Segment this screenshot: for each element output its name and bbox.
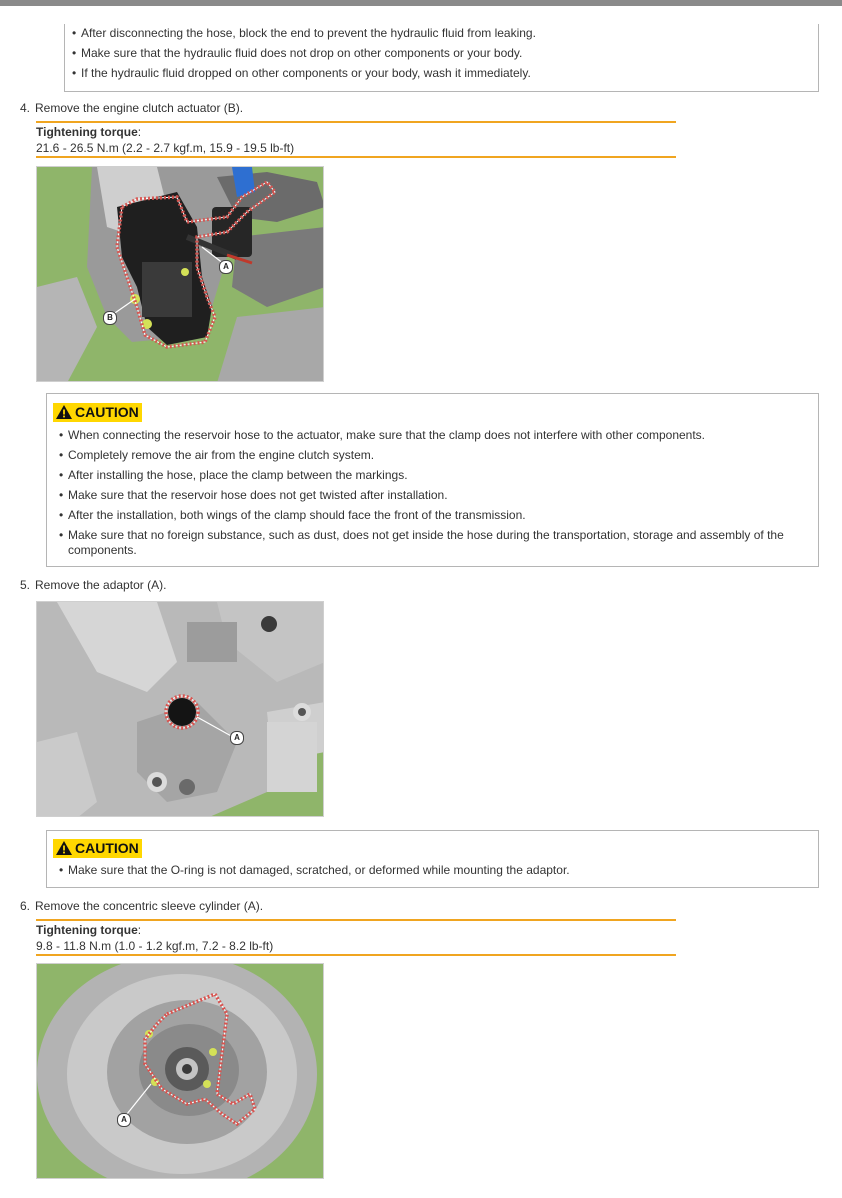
note-list [64,26,818,81]
torque-spec-4 [36,121,676,158]
list-item: • Make sure that no foreign substance, such as dust, does not get inside the hose during the transportation, storage and assembly of the components. [51,528,791,558]
step-text: Remove the engine clutch actuator (B). [35,101,244,115]
step-number: 4. [20,101,31,115]
torque-value: 9.8 - 11.8 N.m (1.0 - 1.2 kgf.m, 7.2 - 8.2 lb-ft) [36,939,274,953]
torque-label: Tightening torque [36,125,138,139]
torque-value: 21.6 - 26.5 N.m (2.2 - 2.7 kgf.m, 15.9 - 19.5 lb-ft) [36,141,295,155]
warning-icon [56,841,72,855]
step-5 [20,578,166,593]
caution-title: CAUTION [75,840,139,856]
list-item: • After disconnecting the hose, block the end to prevent the hydraulic fluid from leaking. [64,26,818,41]
top-bar [0,0,842,6]
torque-spec-6 [36,919,676,956]
caution-list [51,428,791,558]
list-item: • Completely remove the air from the engine clutch system. [51,448,791,463]
adaptor-photo [36,601,324,817]
caution-badge [53,403,142,422]
step-text: Remove the adaptor (A). [35,578,167,592]
torque-colon: : [137,125,142,139]
list-item: • Make sure that the hydraulic fluid does not drop on other components or your body. [64,46,818,61]
list-item: • If the hydraulic fluid dropped on other components or your body, wash it immediately. [64,66,818,81]
callout-a: A [117,1113,131,1127]
caution-list [51,863,818,878]
step-4 [20,101,243,116]
step-number: 5. [20,578,31,592]
caution-title: CAUTION [75,404,139,420]
step-text: Remove the concentric sleeve cylinder (A). [35,899,264,913]
callout-b: B [103,311,117,325]
torque-label: Tightening torque [36,923,138,937]
caution-badge [53,839,142,858]
list-item: • After installing the hose, place the clamp between the markings. [51,468,791,483]
callout-a: A [219,260,233,274]
step-6 [20,899,263,914]
list-item: • Make sure that the O-ring is not damaged, scratched, or deformed while mounting the adaptor. [51,863,818,878]
torque-colon: : [137,923,142,937]
sleeve-cylinder-photo [36,963,324,1179]
callout-a: A [230,731,244,745]
caution-box [46,830,819,888]
actuator-photo [36,166,324,382]
caution-box [46,393,819,567]
list-item: • When connecting the reservoir hose to the actuator, make sure that the clamp does not interfere with other components. [51,428,791,443]
warning-icon [56,405,72,419]
note-box [64,24,819,92]
step-number: 6. [20,899,31,913]
list-item: • After the installation, both wings of the clamp should face the front of the transmission. [51,508,791,523]
list-item: • Make sure that the reservoir hose does not get twisted after installation. [51,488,791,503]
